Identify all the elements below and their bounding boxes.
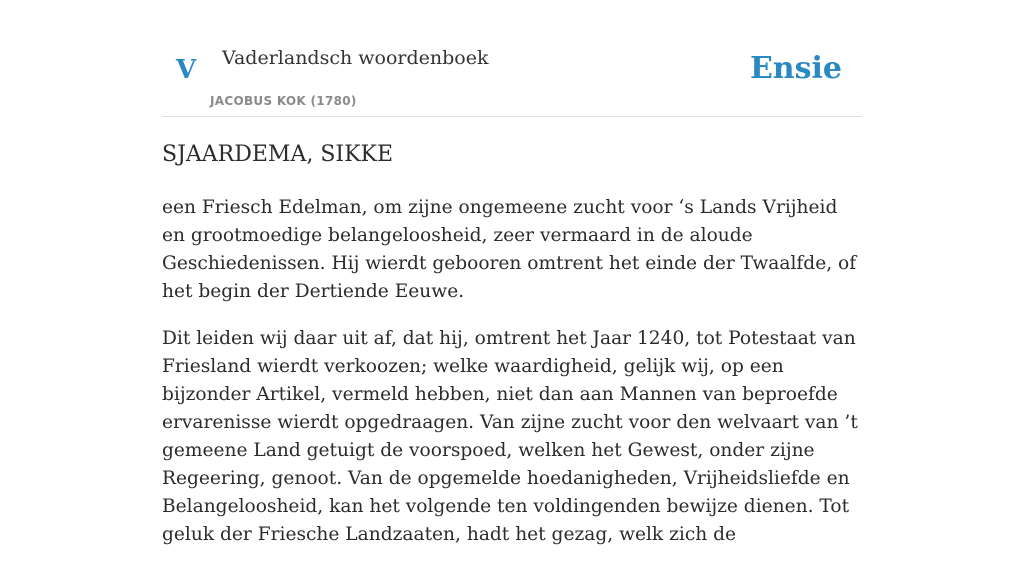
book-title[interactable]: Vaderlandsch woordenboek: [222, 47, 489, 69]
book-author: JACOBUS KOK (1780): [210, 94, 357, 108]
brand-logo-link[interactable]: Ensie: [749, 51, 842, 86]
entry-paragraph: een Friesch Edelman, om zijne ongemeene zucht voor ‘s Lands Vrijheid en grootmoedige belangeloosheid, zeer vermaard in de aloude Geschiedenissen. Hij wierdt gebooren omtrent het einde der Twaalfde, of het begin der Dertiende Eeuwe.: [162, 197, 857, 302]
entry-article: [162, 138, 866, 568]
entry-paragraph: Dit leiden wij daar uit af, dat hij, omtrent het Jaar 1240, tot Potestaat van Friesland wierdt verkoozen; welke waardigheid, gelijk wij, op een bijzonder Artikel, vermeld hebben, niet dan aan Mannen van beproefde ervarenisse wierdt opgedraagen. Van zijne zucht voor den welvaart van ’t gemeene Land getuigt de voorspoed, welken het Gewest, onder zijne Regeering, genoot. Van de opgemelde hoedanigheden, Vrijheidsliefde en Belangeloosheid, kan het volgende ten voldingenden bewijze dienen. Tot geluk der Friesche Landzaaten, hadt het gezag, welk zich de: [162, 328, 858, 545]
page-header: [162, 0, 862, 117]
book-logo-link[interactable]: V: [176, 55, 197, 85]
entry-title: SJAARDEMA, SIKKE: [162, 142, 394, 167]
